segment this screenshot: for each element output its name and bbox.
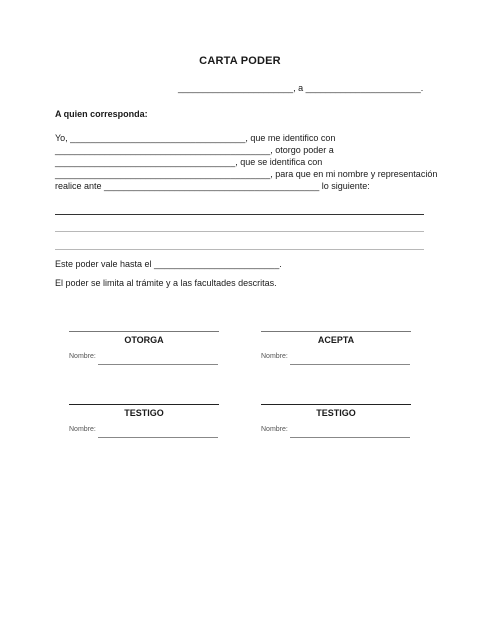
document-title: CARTA PODER <box>199 55 281 67</box>
otorga-name-label: Nombre: <box>69 353 96 360</box>
acepta-name-field <box>290 364 410 365</box>
testigo-2-name-label: Nombre: <box>261 426 288 433</box>
testigo-1-signature-line <box>69 404 219 405</box>
limit-line: El poder se limita al trámite y a las facultades descritas. <box>55 278 277 288</box>
acepta-name-label: Nombre: <box>261 353 288 360</box>
otorga-name-field <box>98 364 218 365</box>
otorga-label: OTORGA <box>124 335 164 345</box>
body-line-3: ____________________________________, que se identifica con <box>55 157 323 167</box>
testigo-2-name-field <box>290 437 410 438</box>
otorga-signature-line <box>69 331 219 332</box>
blank-rule-3 <box>55 249 424 250</box>
blank-rule-1 <box>55 214 424 215</box>
blank-rule-2 <box>55 231 424 232</box>
place-date-line: _______________________, a _______________________. <box>178 83 424 93</box>
testigo-1-name-label: Nombre: <box>69 426 96 433</box>
body-line-2: ___________________________________________, otorgo poder a <box>55 145 334 155</box>
validity-line: Este poder vale hasta el _________________________. <box>55 259 282 269</box>
testigo-1-name-field <box>98 437 218 438</box>
body-line-1: Yo, ___________________________________, que me identifico con <box>55 133 336 143</box>
testigo-2-label: TESTIGO <box>316 408 356 418</box>
testigo-2-signature-line <box>261 404 411 405</box>
greeting: A quien corresponda: <box>55 109 148 119</box>
body-line-5: realice ante ___________________________________________ lo siguiente: <box>55 181 370 191</box>
body-line-4: ___________________________________________, para que en mi nombre y representación <box>55 169 438 179</box>
acepta-label: ACEPTA <box>317 335 355 345</box>
acepta-signature-line <box>261 331 411 332</box>
testigo-1-label: TESTIGO <box>124 408 164 418</box>
